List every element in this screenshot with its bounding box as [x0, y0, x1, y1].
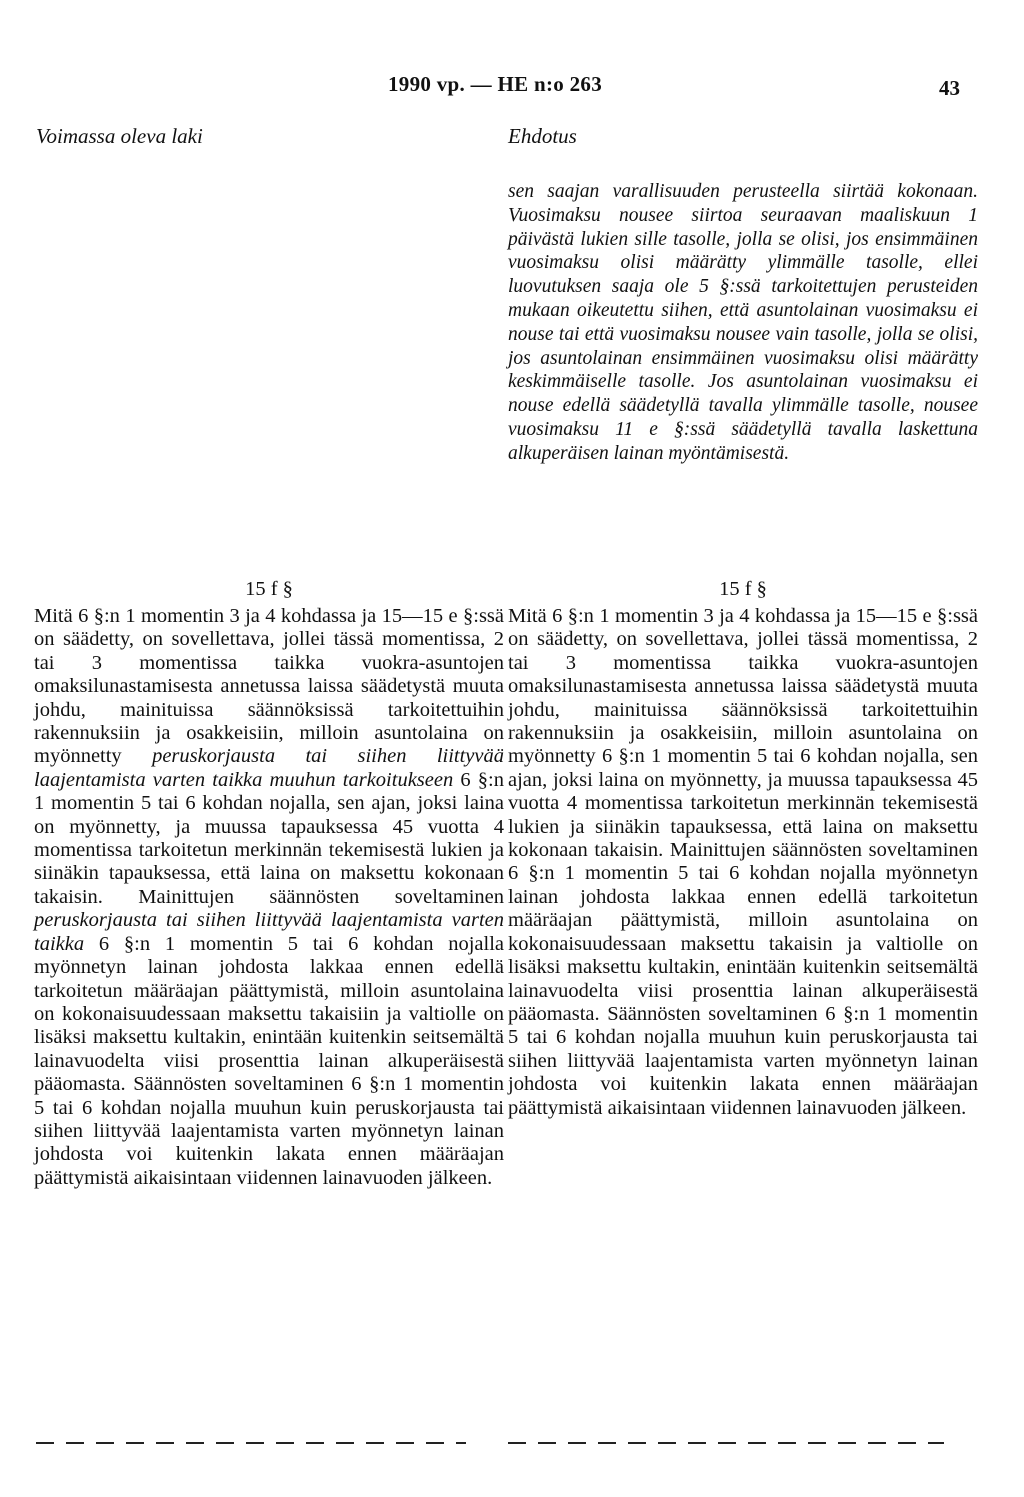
section-amended-text: peruskorjausta tai siihen liittyvää laajentamista varten taikka muuhun tarkoitukseen — [34, 745, 504, 791]
page-header — [0, 72, 1024, 106]
section-heading: 15 f § — [719, 578, 767, 600]
column-heading-current-law: Voimassa oleva laki — [36, 124, 203, 148]
section-text-part: 6 §:n 1 momentin 5 tai 6 kohdan nojalla, sen ajan, joksi laina on myönnetty, ja muussa tapauksessa 45 vuotta 4 momentissa tarkoitetun merkinnän tekemisestä lukien ja siinäkin tapauksessa, että laina on maksettu kokonaan takaisin. Mainittujen säännösten soveltaminen — [34, 768, 505, 908]
section-body — [34, 605, 504, 1190]
column-heading-proposal: Ehdotus — [508, 124, 577, 148]
section-end-divider — [36, 1442, 466, 1444]
section-text-part: 6 §:n 1 momentin 5 tai 6 kohdan nojalla myönnetyn lainan johdosta lakkaa ennen edellä tarkoitetun määräajan päättymistä, milloin asuntolaina on kokonaisuudessaan maksettu takaisiin ja valtiolle on lisäksi maksettu kultakin, enintään kuitenkin seitsemältä lainavuodelta viisi prosenttia lainan alkuperäisestä pääomasta. Säännösten soveltaminen 6 §:n 1 momentin 5 tai 6 kohdan nojalla muuhun kuin peruskorjausta tai siihen liittyvää laajentamista varten myönnetyn lainan johdosta voi kuitenkin lakata ennen määräajan päättymistä aikaisintaan viidennen lainavuoden jälkeen. — [34, 932, 505, 1189]
section-text-part: Mitä 6 §:n 1 momentin 3 ja 4 kohdassa ja 15—15 e §:ssä on säädetty, on sovellettava, jollei tässä momentissa, 2 tai 3 momentissa taikka vuokra-asuntojen omaksilunastamisesta annetussa laissa säädetystä muuta johdu, mainituissa säännöksissä tarkoitettuihin rakennuksiin ja osakkeisiin, milloin asuntolaina on myönnetty — [34, 605, 504, 768]
section-amended-text: peruskorjausta tai siihen liittyvää laajentamista varten taikka — [34, 909, 504, 955]
proposal-continuation-text: sen saajan varallisuuden perusteella siirtää kokonaan. Vuosimaksu nousee siirtoa seuraavan maaliskuun 1 päivästä lukien sille tasolle, jolla se olisi, jos ensimmäinen vuosimaksu olisi määrätty ylimmälle tasolle, ellei luovutuksen saaja ole 5 §:ssä tarkoitettujen perusteiden mukaan oikeutettu siihen, että asuntolainan vuosimaksu ei nouse tai että vuosimaksu nousee vain tasolle, jolla se olisi, jos asuntolainan ensimmäinen vuosimaksu olisi määrätty keskimmäiselle tasolle. Jos asuntolainan vuosimaksu ei nouse edellä säädetyllä tavalla ylimmälle tasolle, nousee vuosimaksu 11 e §:ssä säädetyllä tavalla laskettuna alkuperäisen lainan myöntämisestä. — [508, 181, 978, 464]
section-body: Mitä 6 §:n 1 momentin 3 ja 4 kohdassa ja 15—15 e §:ssä on säädetty, on sovellettava, jollei tässä momentissa, 2 tai 3 momentissa taikka vuokra-asuntojen omaksilunastamisesta annetussa laissa säädetystä muuta johdu, mainituissa säännöksissä tarkoitettuihin rakennuksiin ja osakkeisiin, milloin asuntolaina on myönnetty 6 §:n 1 momentin 5 tai 6 kohdan nojalla, sen ajan, joksi laina on myönnetty, ja muussa tapauksessa 45 vuotta 4 momentissa tarkoitetun merkinnän tekemisestä lukien ja siinäkin tapauksessa, että laina on maksettu kokonaan takaisin. Mainittujen säännösten soveltaminen 6 §:n 1 momentin 5 tai 6 kohdan nojalla myönnetyn lainan johdosta lakkaa ennen edellä tarkoitetun määräajan päättymistä, milloin asuntolaina on kokonaisuudessaan maksettu takaisin ja valtiolle on lisäksi maksettu kultakin, enintään kuitenkin seitsemältä lainavuodelta viisi prosenttia lainan alkuperäisestä pääomasta. Säännösten soveltaminen 6 §:n 1 momentin 5 tai 6 kohdan nojalla muuhun kuin peruskorjausta tai siihen liittyvää laajentamista varten myönnetyn lainan johdosta voi kuitenkin lakata ennen määräajan päättymistä aikaisintaan viidennen lainavuoden jälkeen. — [508, 605, 978, 1119]
section-heading: 15 f § — [245, 578, 293, 600]
proposal-continuation — [508, 180, 978, 466]
page-number: 43 — [939, 76, 960, 100]
proposal-section-15f — [508, 578, 978, 1120]
document-title: 1990 vp. — HE n:o 263 — [388, 72, 602, 96]
section-end-divider — [508, 1442, 944, 1444]
current-law-section-15f — [34, 578, 504, 1190]
